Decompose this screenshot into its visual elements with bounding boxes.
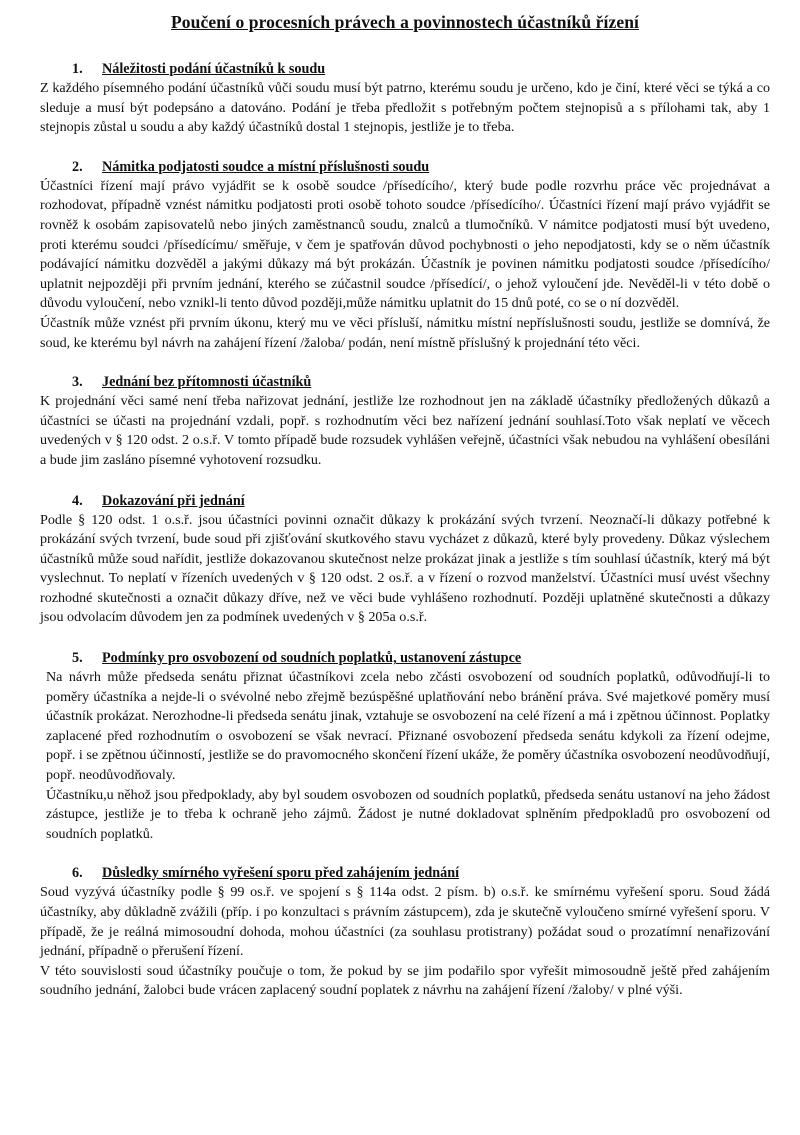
section-heading — [72, 60, 770, 78]
section-title: Dokazování při jednání — [102, 492, 245, 509]
section-number: 5. — [72, 650, 83, 667]
paragraph: Soud vyzývá účastníky podle § 99 os.ř. ve spojení s § 114a odst. 2 písm. b) o.s.ř. ke smírnému vyřešení sporu. Soud žádá účastníky, aby důkladně zvážili (příp. i po konzultaci s právním zástupcem), zda je skutečně vyloučeno smírné vyřešení sporu. V případě, že je reálná mimosoudní dohoda, mohou účastníci (za souhlasu protistrany) požádat soud o prozatímní nenařizování jednání, případně o přerušení řízení. — [40, 884, 770, 960]
section-3 — [40, 373, 770, 470]
paragraph: Účastníku,u něhož jsou předpoklady, aby byl soudem osvobozen od soudních poplatků, předseda senátu ustanoví na jeho žádost zástupce, jestliže je to třeba k ochraně jeho zájmů. Žádost je nutné dokladovat splněním předpokladů pro osvobození od soudních poplatků. — [46, 786, 770, 842]
paragraph: V této souvislosti soud účastníky poučuje o tom, že pokud by se jim podařilo spor vyřešit mimosoudně ještě před zahájením soudního jednání, žalobci bude vrácen zaplacený soudní poplatek z návrhu na zahájení řízení /žaloby/ v plné výši. — [40, 962, 770, 999]
section-4 — [40, 492, 770, 629]
section-heading — [72, 158, 770, 176]
section-title: Důsledky smírného vyřešení sporu před zahájením jednání — [102, 865, 460, 882]
section-title: Podmínky pro osvobození od soudních poplatků, ustanovení zástupce — [102, 650, 522, 667]
section-heading — [72, 864, 770, 882]
document-title: Poučení o procesních právech a povinnostech účastníků řízení — [171, 12, 639, 32]
section-number: 4. — [72, 492, 83, 509]
section-number: 3. — [72, 374, 83, 391]
section-5 — [40, 649, 770, 844]
section-1 — [40, 60, 770, 138]
section-title: Námitka podjatosti soudce a místní příslušnosti soudu — [102, 158, 430, 175]
paragraph: K projednání věci samé není třeba nařizovat jednání, jestliže lze rozhodnout jen na základě účastníky předložených důkazů a účastníci se účasti na projednání vzdali, popř. s rozhodnutím věci bez nařízení jednání souhlasí.Toto však neplatí ve věcech uvedených v § 120 odst. 2 o.s.ř. V tomto případě bude rozsudek vyhlášen veřejně, účastníci však nebudou na vyhlášení obesíláni a bude jim zasláno písemné vyhotovení rozsudku. — [40, 393, 770, 468]
section-6 — [40, 864, 770, 1001]
section-title: Náležitosti podání účastníků k soudu — [102, 61, 326, 77]
section-heading — [72, 492, 770, 510]
paragraph: Účastníci řízení mají právo vyjádřit se k osobě soudce /přísedícího/, který bude podle rozvrhu práce věc projednávat a rozhodovat, případně vznést námitku podjatosti proti osobě tohoto soudce /přísedícího/. Účastníci řízení mají právo vyjádřit se rovněž k osobám zapisovatelů nebo jiných zaměstnanců soudu, znalců a tlumočníků. V námitce podjatosti musí být uvedeno, proti kterému soudci /přísedícímu/ směřuje, v čem je spatřován důvod pochybnosti o jeho nepodjatosti, kdy se o něm účastník podávající námitku dozvěděl a jakými důkazy má být prokázán. Účastník je povinen námitku podjatosti soudce /přísedícího/ uplatnit nejpozději při prvním jednání, kterého se zúčastnil soudce /přísedící/, o jehož vyloučení jde. Nevěděl-li v této době o důvodu vyloučení, nebo vznikl-li tento důvod později,může námitku uplatnit do 15 dnů poté, co se o ní dozvěděl. — [40, 177, 770, 312]
section-2 — [40, 158, 770, 353]
paragraph: Účastník může vznést při prvním úkonu, který mu ve věci přísluší, námitku místní nepříslušnosti soudu, jestliže se domnívá, že soud, ke kterému byl návrh na zahájení řízení /žaloba/ podán, není místně příslušný k projednání této věci. — [40, 314, 770, 351]
section-title: Jednání bez přítomnosti účastníků — [102, 374, 312, 391]
section-heading — [72, 373, 770, 391]
paragraph: Podle § 120 odst. 1 o.s.ř. jsou účastníci povinni označit důkazy k prokázání svých tvrzení. Neoznačí-li důkazy potřebné k prokázání svých tvrzení, bude soud při zjišťování skutkového stavu vycházet z důkazů, které byly provedeny. Důkaz výslechem účastníků může soud nařídit, jestliže dokazovanou skutečnost nelze prokázat jinak a jestliže s tím souhlasí účastník, který má být vyslechnut. To neplatí v řízeních uvedených v § 120 odst. 2 os.ř. a v řízení o rozvod manželství. Účastníci musí uvést všechny rozhodné skutečnosti a označit důkazy dříve, než ve věci bude vyhlášeno rozhodnutí. Později uplatněné skutečnosti a důkazy jsou odvolacím důvodem jen za podmínek uvedených v § 205a o.s.ř. — [40, 511, 770, 626]
section-number: 1. — [72, 61, 83, 77]
paragraph: Na návrh může předseda senátu přiznat účastníkovi zcela nebo zčásti osvobození od soudních poplatků, odůvodňují-li to poměry účastníka a nejde-li o svévolné nebo zřejmě bezúspěšné uplatňování nebo bránění práva. Své majetkové poměry musí účastník prokázat. Nerozhodne-li předseda senátu jinak, vztahuje se osvobození na celé řízení a má i zpětnou účinnost. Poplatky zaplacené před rozhodnutím o osvobození se však nevrací. Přiznané osvobození předseda senátu kdykoli za řízení odejme, popř. i se zpětnou účinností, jestliže se do pravomocného skončení řízení ukáže, že poměry účastníka osvobození neodůvodňují, popř. neodůvodňovaly. — [46, 669, 770, 784]
section-number: 6. — [72, 865, 83, 882]
paragraph: Z každého písemného podání účastníků vůči soudu musí být patrno, kterému soudu je určeno, kdo je činí, které věci se týká a co sleduje a musí být podepsáno a datováno. Podání je třeba předložit s potřebným počtem stejnopisů a s přílohami tak, aby 1 stejnopis zůstal u soudu a aby každý účastníků dostal 1 stejnopis, jestliže je to třeba. — [40, 80, 770, 136]
section-number: 2. — [72, 158, 83, 175]
section-heading — [72, 649, 770, 667]
